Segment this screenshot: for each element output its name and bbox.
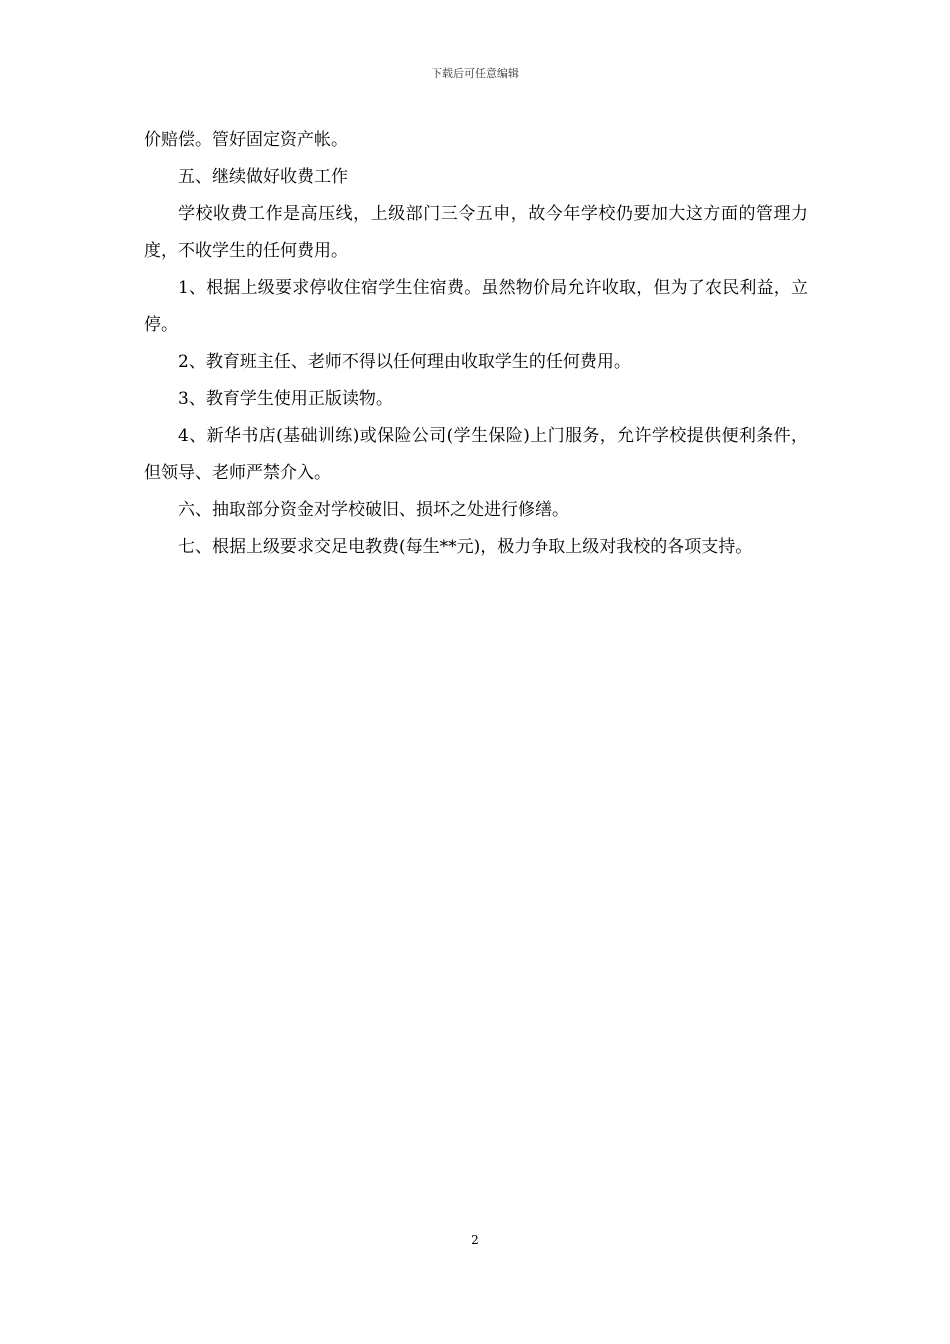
list-item-2: 2、教育班主任、老师不得以任何理由收取学生的任何费用。 <box>178 352 631 372</box>
paragraph-fees-intro: 学校收费工作是高压线，上级部门三令五申，故今年学校仍要加大这方面的管理力度，不收学生的任何费用。 <box>144 204 808 261</box>
section-heading-seven: 七、根据上级要求交足电教费(每生**元)，极力争取上级对我校的各项支持。 <box>178 537 753 557</box>
list-item-3: 3、教育学生使用正版读物。 <box>178 389 393 409</box>
paragraph-continuation: 价赔偿。管好固定资产帐。 <box>144 130 348 150</box>
page-header: 下载后可任意编辑 <box>431 67 519 80</box>
list-item-4: 4、新华书店(基础训练)或保险公司(学生保险)上门服务，允许学校提供便利条件，但领导、老师严禁介入。 <box>144 426 808 483</box>
section-heading-five: 五、继续做好收费工作 <box>178 167 348 187</box>
list-item-1: 1、根据上级要求停收住宿学生住宿费。虽然物价局允许收取，但为了农民利益，立停。 <box>144 278 808 335</box>
section-heading-six: 六、抽取部分资金对学校破旧、损坏之处进行修缮。 <box>178 500 569 520</box>
page-number: 2 <box>471 1233 479 1247</box>
document-body <box>144 122 808 566</box>
